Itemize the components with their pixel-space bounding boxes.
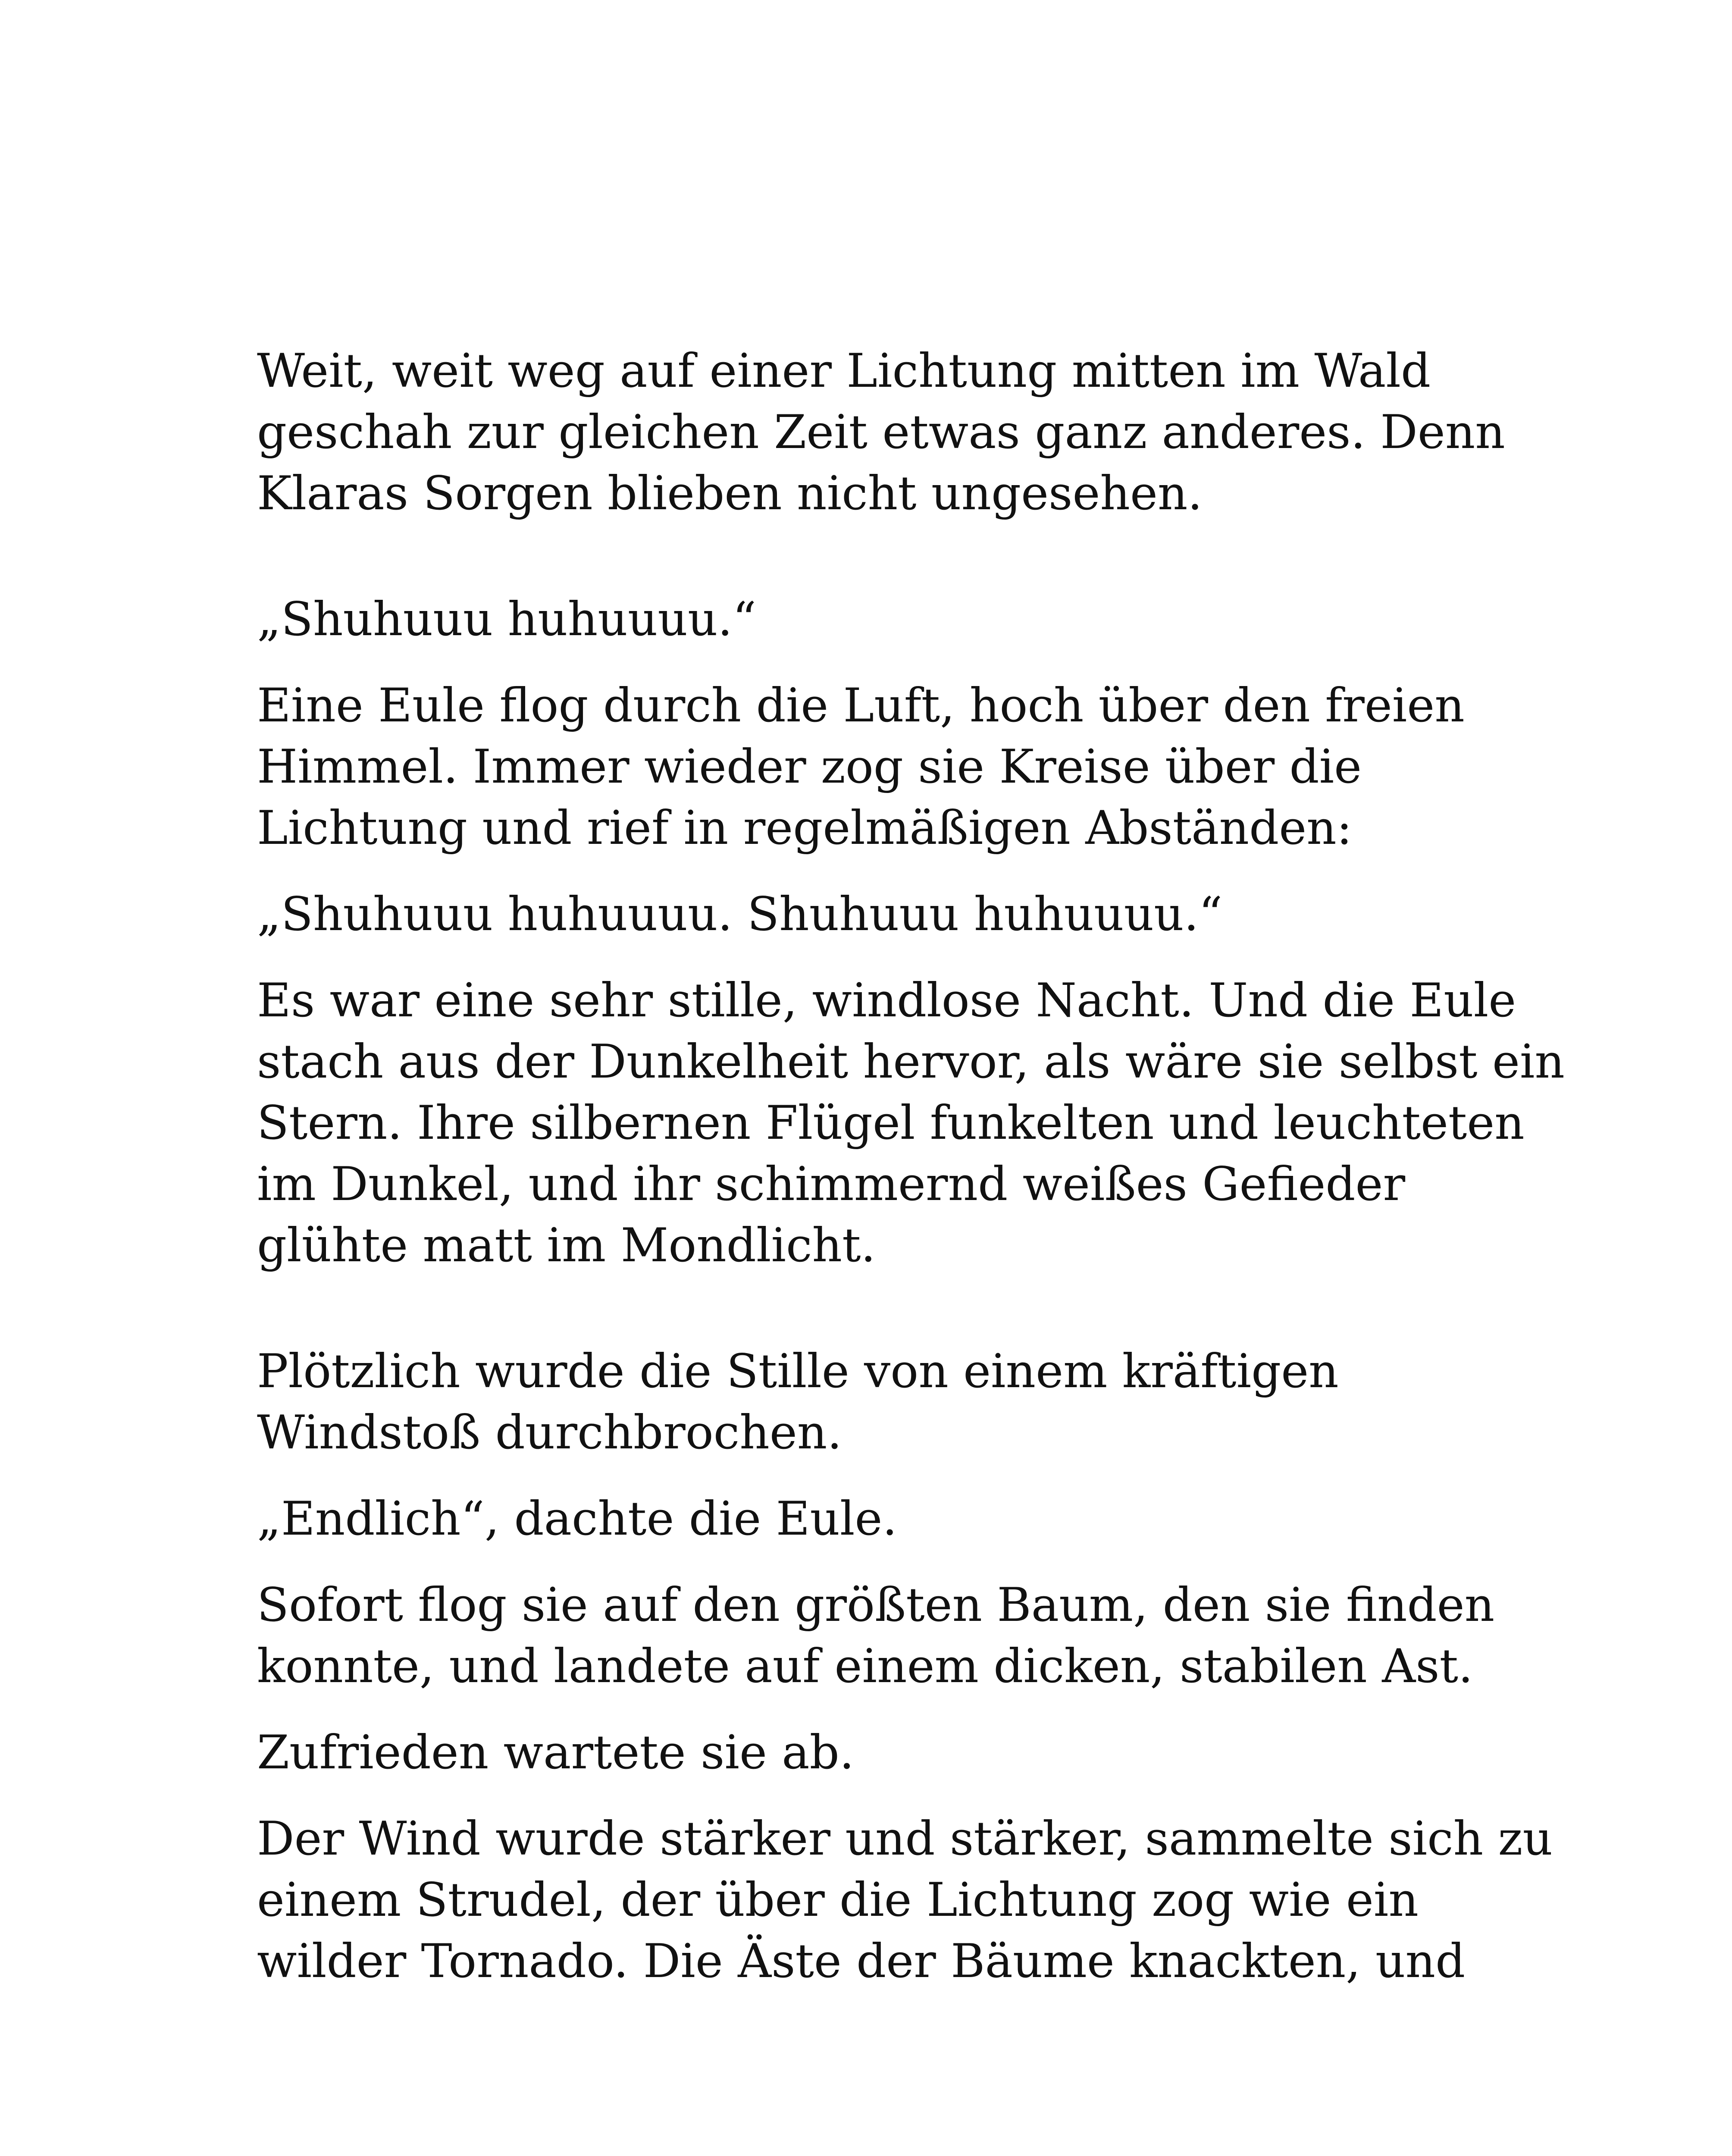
text-line: Stern. Ihre silbernen Flügel funkelten und leuchteten — [257, 1096, 1525, 1150]
text-line: Plötzlich wurde die Stille von einem kräftigen — [257, 1344, 1339, 1398]
text-line: Sofort flog sie auf den größten Baum, den sie finden — [257, 1578, 1495, 1632]
text-line: Eine Eule flog durch die Luft, hoch über den freien — [257, 679, 1465, 733]
text-line: stach aus der Dunkelheit hervor, als wäre sie selbst ein — [257, 1035, 1565, 1089]
text-line: Weit, weit weg auf einer Lichtung mitten im Wald — [257, 344, 1431, 398]
text-line: Himmel. Immer wieder zog sie Kreise über die — [257, 740, 1362, 794]
paragraph — [257, 884, 1507, 945]
paragraph — [257, 1341, 1507, 1463]
paragraph — [257, 1808, 1553, 1992]
paragraph — [257, 341, 1507, 524]
text-line: glühte matt im Mondlicht. — [257, 1219, 876, 1272]
paragraph — [257, 970, 1565, 1276]
text-line: konnte, und landete auf einem dicken, stabilen Ast. — [257, 1639, 1473, 1693]
paragraph — [257, 675, 1507, 859]
text-line: Es war eine sehr stille, windlose Nacht. Und die Eule — [257, 974, 1516, 1028]
text-line: geschah zur gleichen Zeit etwas ganz anderes. Denn — [257, 405, 1505, 459]
text-line: im Dunkel, und ihr schimmernd weißes Gefieder — [257, 1157, 1406, 1211]
text-line: Klaras Sorgen blieben nicht ungesehen. — [257, 467, 1203, 520]
text-line: Lichtung und rief in regelmäßigen Abständen: — [257, 801, 1353, 855]
text-line: Der Wind wurde stärker und stärker, sammelte sich zu — [257, 1812, 1553, 1866]
text-line: einem Strudel, der über die Lichtung zog wie ein — [257, 1873, 1419, 1927]
text-line: „Shuhuuu huhuuuu.“ — [257, 592, 757, 646]
text-line: Windstoß durchbrochen. — [257, 1406, 842, 1460]
paragraph — [257, 1489, 1507, 1550]
paragraph — [257, 589, 1507, 650]
body-text — [257, 341, 1565, 2017]
text-line: „Endlich“, dachte die Eule. — [257, 1492, 897, 1546]
text-line: Zufrieden wartete sie ab. — [257, 1726, 855, 1780]
text-line: „Shuhuuu huhuuuu. Shuhuuu huhuuuu.“ — [257, 887, 1223, 941]
paragraph — [257, 1722, 1507, 1783]
text-line: wilder Tornado. Die Äste der Bäume knackten, und — [257, 1934, 1466, 1988]
paragraph — [257, 1575, 1507, 1697]
